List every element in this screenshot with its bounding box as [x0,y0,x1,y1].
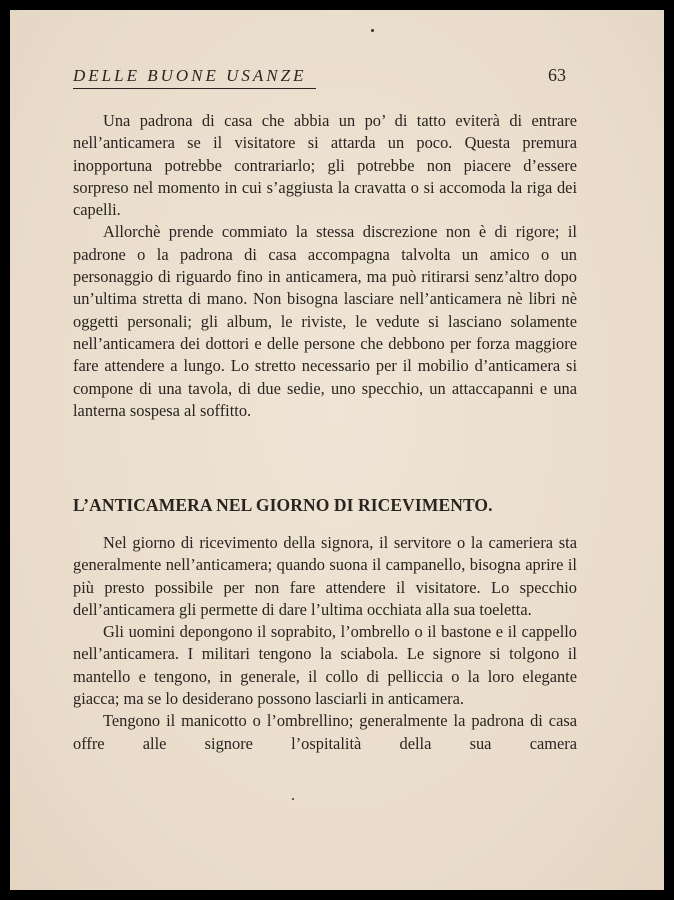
paragraph: Gli uomini depongono il soprabito, l’ombrello o il bastone e il cappello nell’anticamera. I militari tengono la sciabola. Le signore si tolgono il mantello e tengono, in generale, il collo di pelliccia o la loro elegante giacca; ma se lo desiderano possono lasciarli in anticamera. [73,622,577,709]
section-heading: L’ANTICAMERA NEL GIORNO DI RICEVIMENTO. [73,495,493,515]
book-page [10,10,664,890]
running-header-title: DELLE BUONE USANZE [73,66,307,85]
paragraph: Nel giorno di ricevimento della signora, il servitore o la cameriera sta generalmente nell’anticamera; quando suona il campanello, bisogna aprire il più presto possibile per non fare attendere il visitatore. Lo specchio dell’anticamera gli permette di dare l’ultima occhiata alla sua toeletta. [73,533,577,619]
section-body-anticamera [73,110,577,422]
paragraph: Una padrona di casa che abbia un po’ di tatto eviterà di entrare nell’anticamera se il visitatore si attarda un poco. Questa premura inopportuna potrebbe contrariarlo; gli potrebbe non piacere d’essere sorpreso nel momento in cui s’aggiusta la cravatta o si accomoda la riga dei capelli. [73,111,577,220]
paragraph: Allorchè prende commiato la stessa discrezione non è di rigore; il padrone o la padrona di casa accompagna talvolta un amico o un personaggio di riguardo fino in anticamera, ma può ritirarsi senz’altro dopo un’ultima stretta di mano. Non bisogna lasciare nell’anticamera nè libri nè oggetti personali; gli album, le riviste, le vedute si lasciano solamente nell’anticamera dei dottori e delle persone che debbono per forza maggiore fare attendere a lungo. Lo stretto necessario per il mobilio d’anticamera si compone di una tavola, di due sedie, uno specchio, un attaccapanni e una lanterna sospesa al soffitto. [73,222,577,420]
header-rule [73,88,316,89]
section-body-ricevimento [73,532,577,755]
paragraph: Tengono il manicotto o l’ombrellino; generalmente la padrona di casa offre alle signore l’ospitalità della sua camera [73,711,577,753]
paper-speck [292,798,294,800]
page-number: 63 [548,65,566,85]
paper-speck [371,29,374,32]
